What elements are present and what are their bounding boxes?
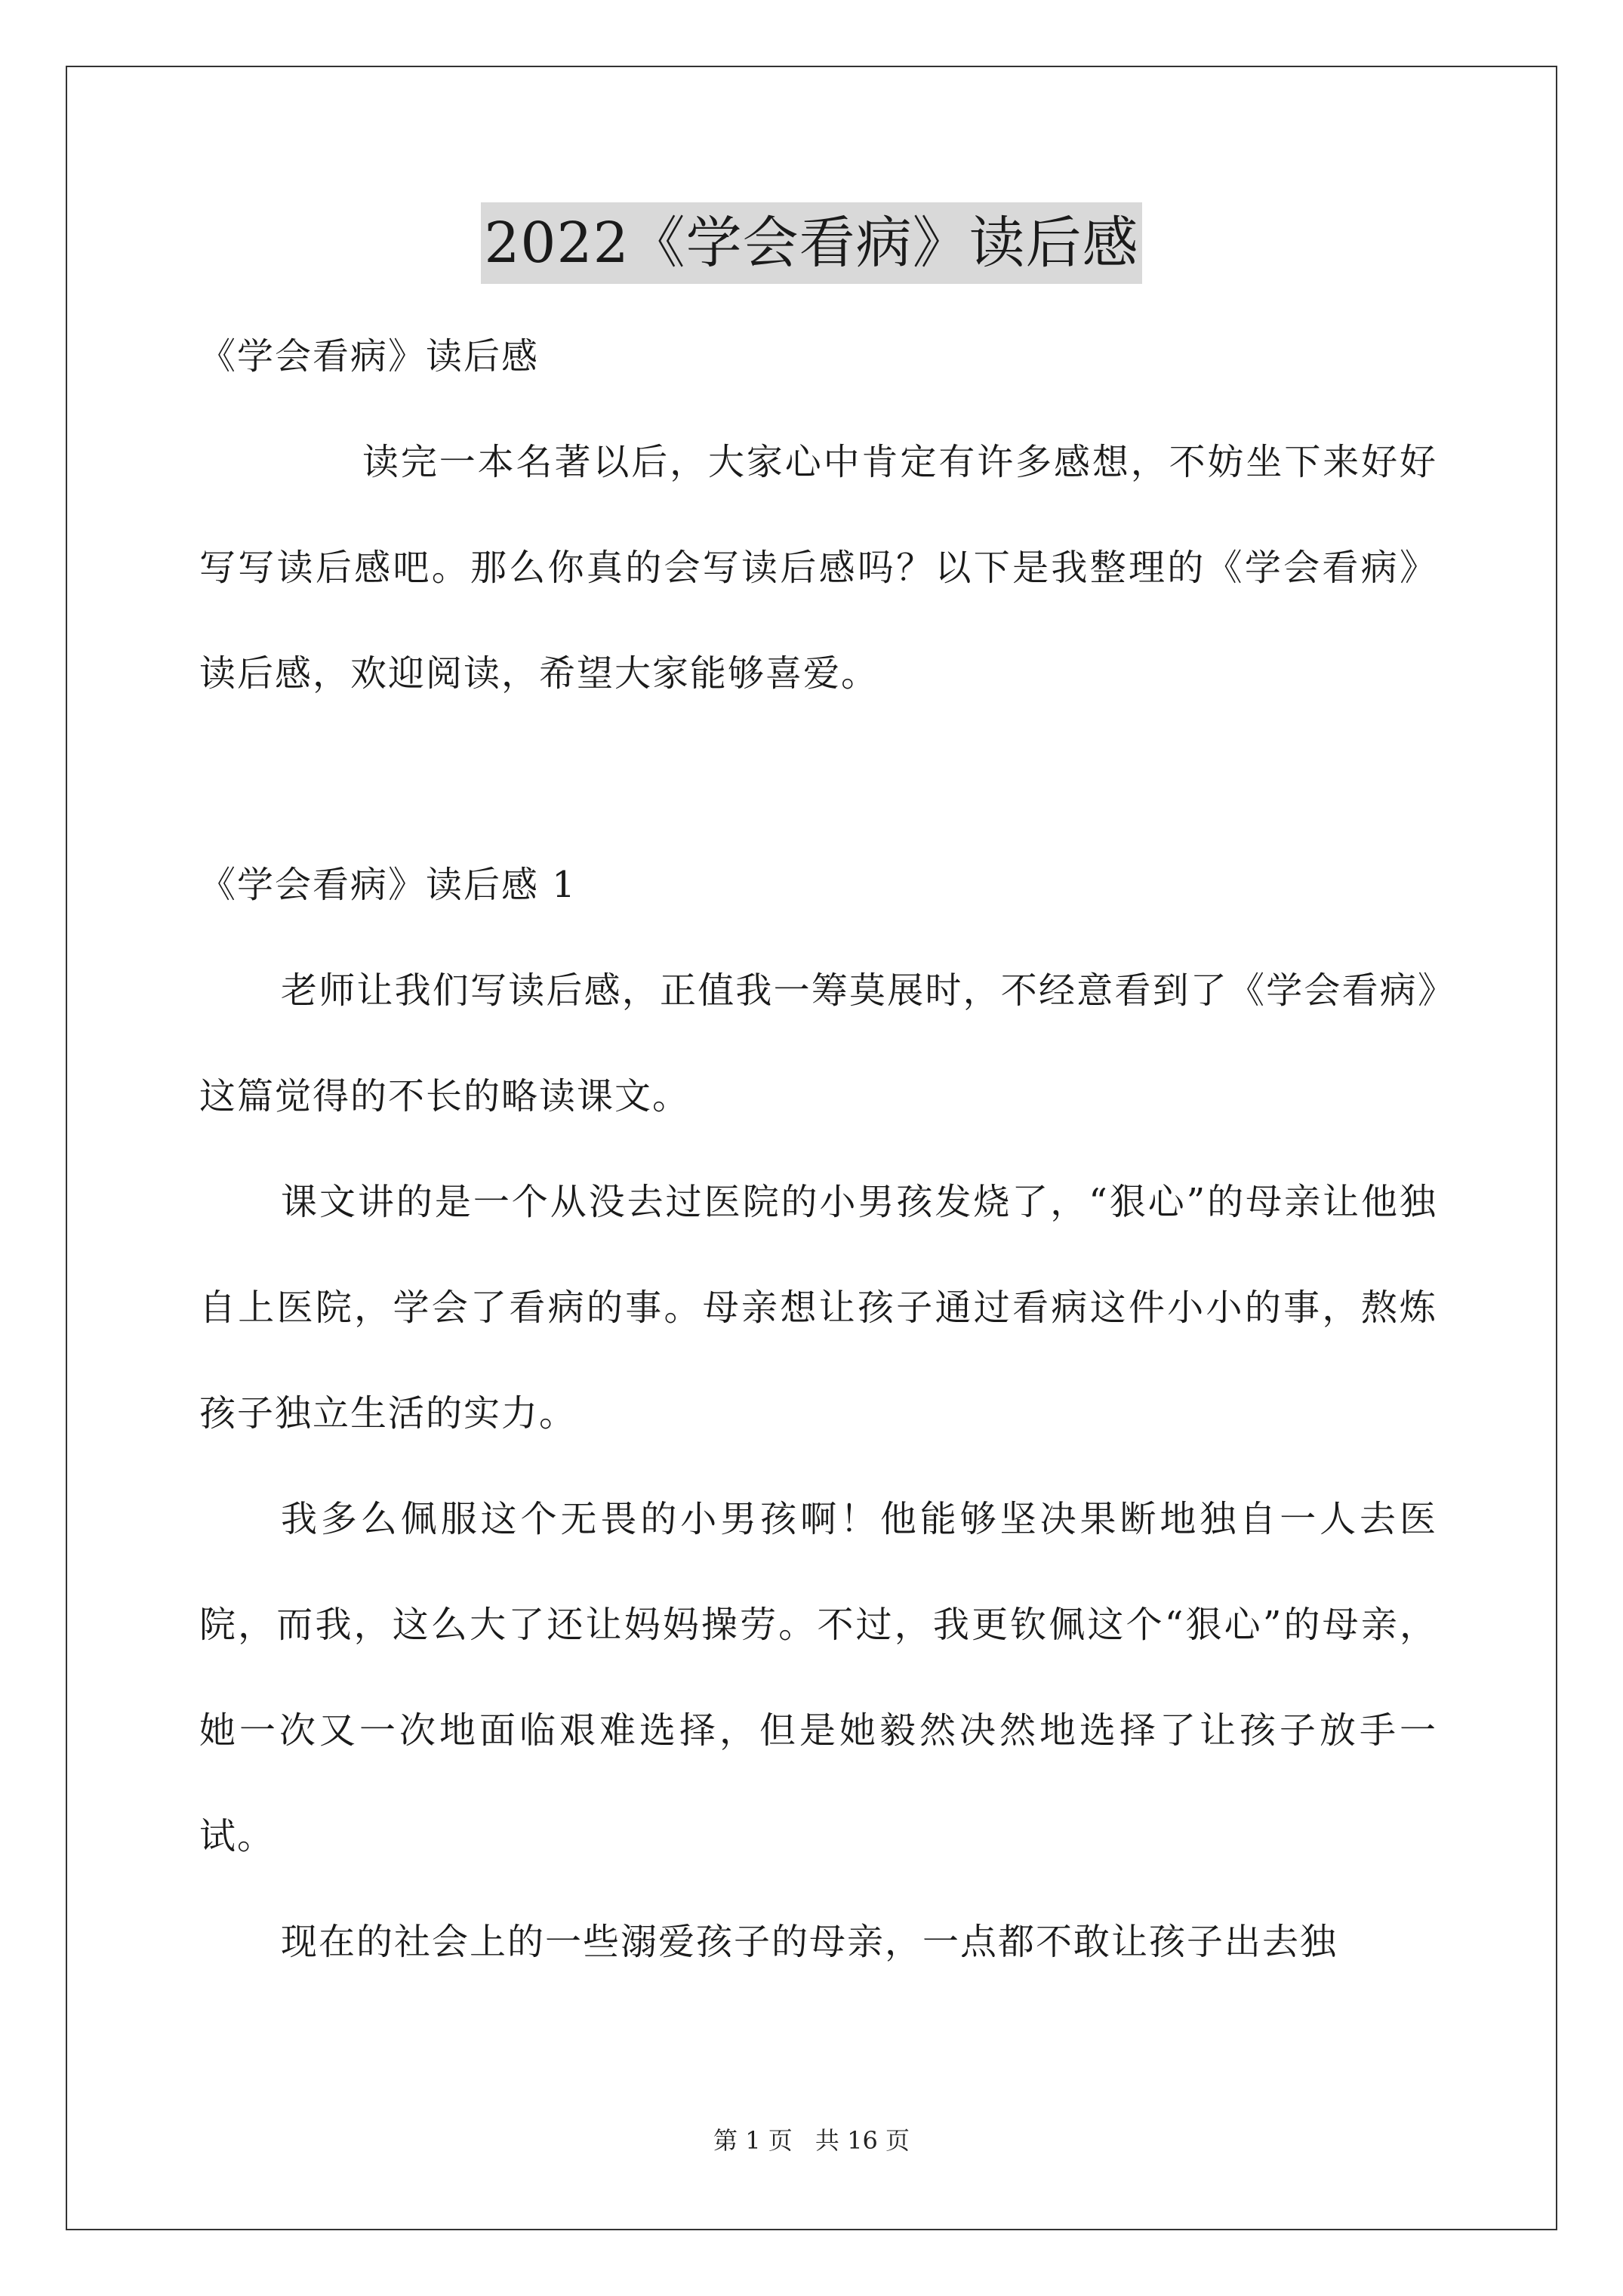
page-total: 共 16 页 xyxy=(815,2126,910,2155)
document-body xyxy=(199,304,1437,1995)
body-paragraph-2: 课文讲的是一个从没去过医院的小男孩发烧了，“狠心”的母亲让他独自上医院，学会了看病的事。母亲想让孩子通过看病这件小小的事，熬炼孩子独立生活的实力。 xyxy=(199,1181,1437,1435)
body-paragraph-3: 我多么佩服这个无畏的小男孩啊！他能够坚决果断地独自一人去医院，而我，这么大了还让妈妈操劳。不过，我更钦佩这个“狠心”的母亲，她一次又一次地面临艰难选择，但是她毅然决然地选择了让孩子放手一试。 xyxy=(199,1498,1437,1857)
intro-paragraph: 读完一本名著以后，大家心中肯定有许多感想，不妨坐下来好好写写读后感吧。那么你真的会写读后感吗？以下是我整理的《学会看病》读后感，欢迎阅读，希望大家能够喜爱。 xyxy=(199,441,1437,695)
body-paragraph-4: 现在的社会上的一些溺爱孩子的母亲，一点都不敢让孩子出去独 xyxy=(281,1921,1338,1963)
section-heading-1: 《学会看病》读后感 1 xyxy=(199,864,577,906)
subtitle: 《学会看病》读后感 xyxy=(199,335,540,378)
section-gap xyxy=(199,726,1437,832)
title-container xyxy=(0,202,1623,284)
body-paragraph-1: 老师让我们写读后感，正值我一筹莫展时，不经意看到了《学会看病》这篇觉得的不长的略读课文。 xyxy=(199,969,1437,1117)
page-footer xyxy=(0,2125,1623,2156)
page-number: 第 1 页 xyxy=(713,2126,793,2155)
document-title: 2022《学会看病》读后感 xyxy=(481,202,1141,284)
